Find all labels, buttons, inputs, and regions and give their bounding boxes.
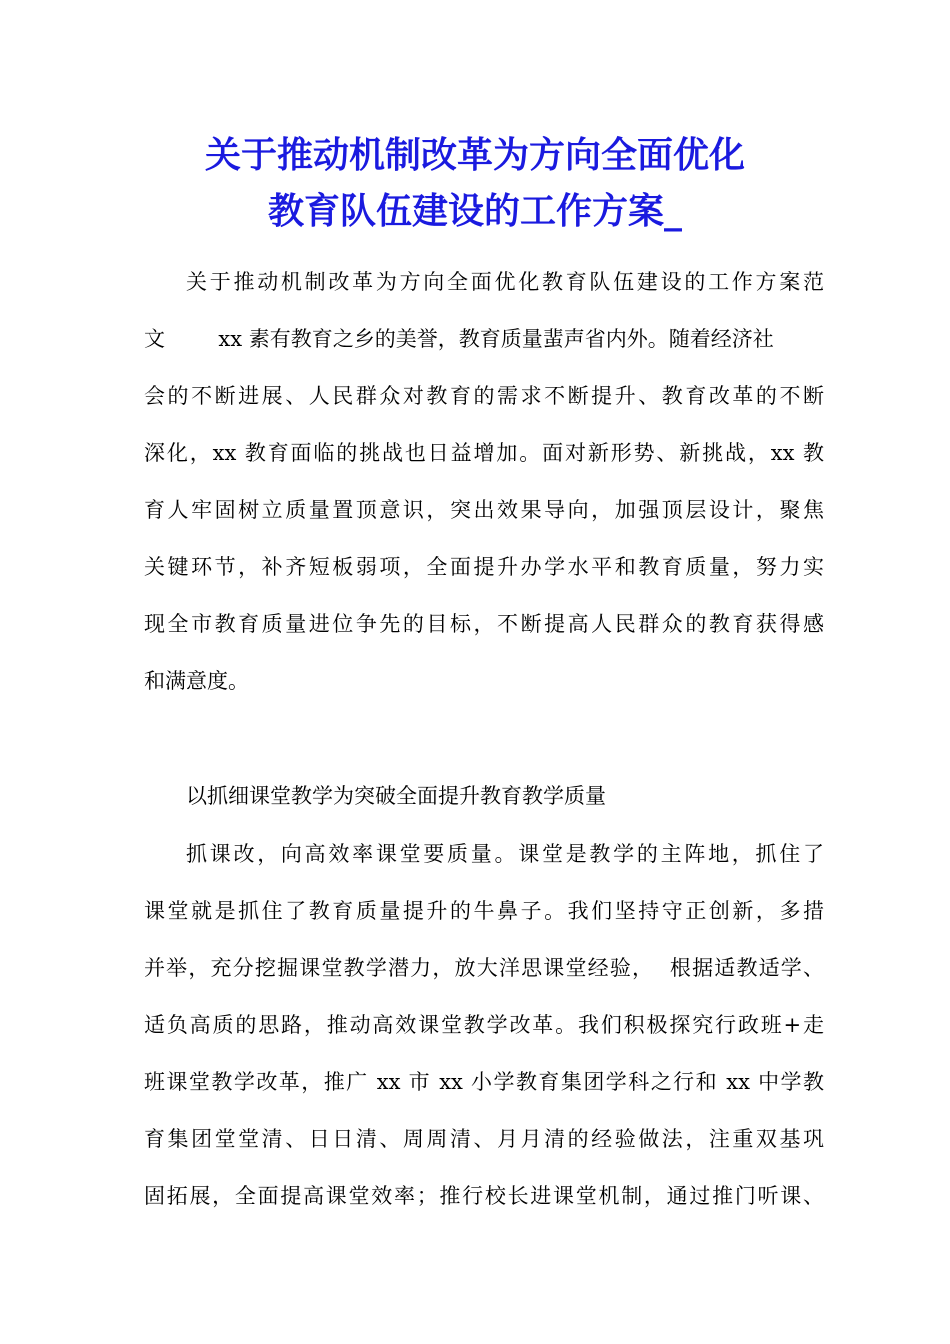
body-line: 固拓展，全面提高课堂效率；推行校长进课堂机制，通过推门听课、 [144,1184,824,1208]
intro-line: 育人牢固树立质量置顶意识，突出效果导向，加强顶层设计，聚焦 [144,498,824,522]
document-title-line-2: 教育队伍建设的工作方案_ [267,191,682,232]
body-line: 育集团堂堂清、日日清、周周清、月月清的经验做法，注重双基巩 [144,1127,824,1151]
intro-line: 文 xx 素有教育之乡的美誉，教育质量蜚声省内外。随着经济社 [144,327,774,351]
body-line: 班课堂教学改革，推广 xx 市 xx 小学教育集团学科之行和 xx 中学教 [144,1070,824,1094]
body-line: 并举，充分挖掘课堂教学潜力，放大洋思课堂经验， 根据适教适学、 [144,956,824,980]
body-line: 抓课改，向高效率课堂要质量。课堂是教学的主阵地，抓住了 [186,842,824,866]
intro-line: 和满意度。 [144,669,249,693]
body-line: 课堂就是抓住了教育质量提升的牛鼻子。我们坚持守正创新，多措 [144,899,824,923]
intro-line: 深化，xx 教育面临的挑战也日益增加。面对新形势、新挑战，xx 教 [144,441,824,465]
section-heading: 以抓细课堂教学为突破全面提升教育教学质量 [186,784,606,808]
intro-line: 关于推动机制改革为方向全面优化教育队伍建设的工作方案范 [186,270,824,294]
intro-line: 会的不断进展、人民群众对教育的需求不断提升、教育改革的不断 [144,384,824,408]
body-line: 适负高质的思路，推动高效课堂教学改革。我们积极探究行政班+走 [144,1013,824,1037]
intro-line: 关键环节，补齐短板弱项，全面提升办学水平和教育质量，努力实 [144,555,824,579]
document-title-line-1: 关于推动机制改革为方向全面优化 [204,135,745,176]
intro-line: 现全市教育质量进位争先的目标，不断提高人民群众的教育获得感 [144,612,824,636]
